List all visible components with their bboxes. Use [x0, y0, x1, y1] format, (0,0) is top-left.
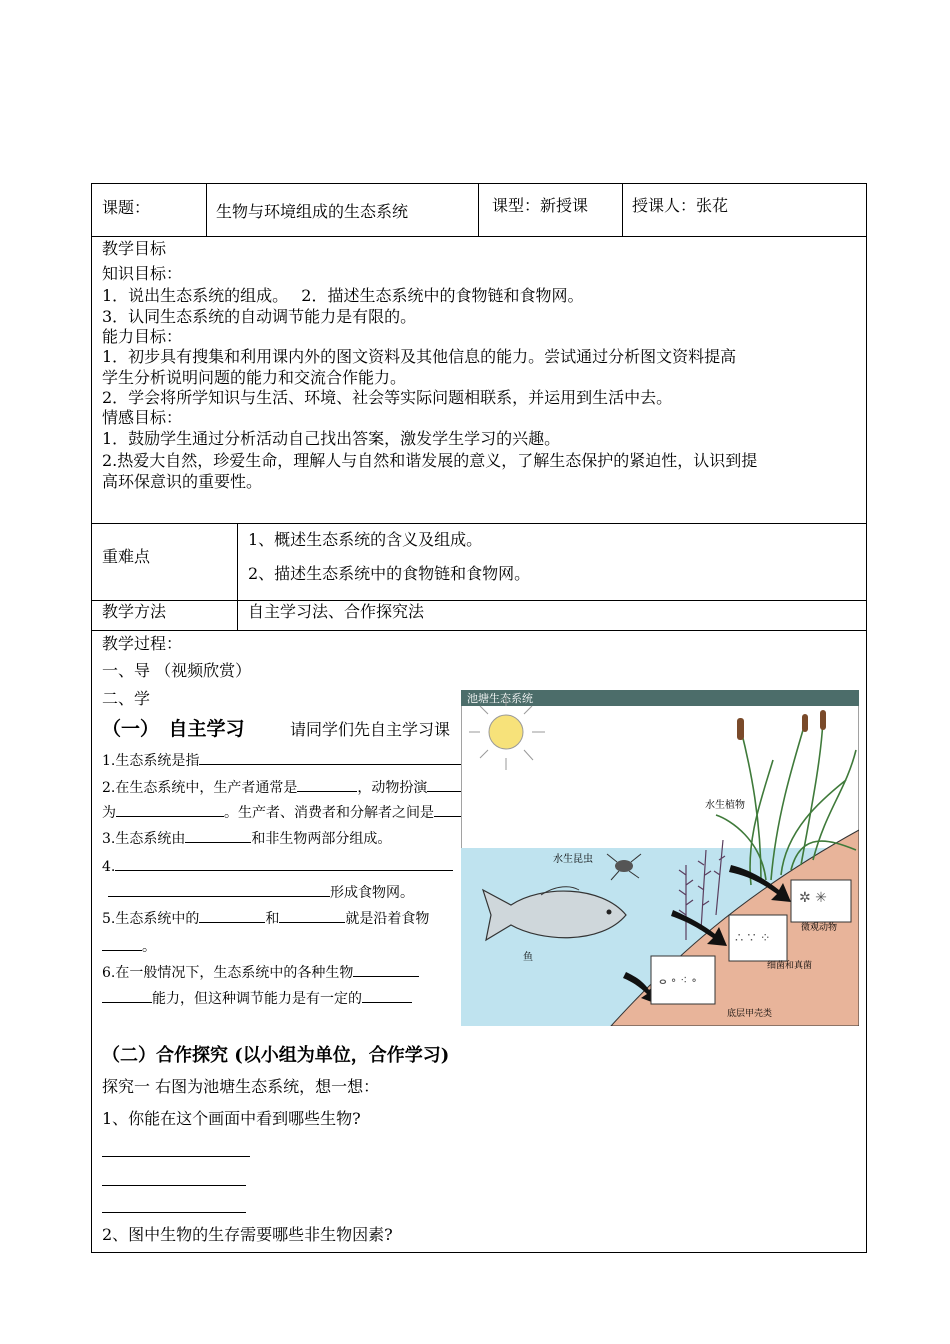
ability-item: 2．学会将所学知识与生活、环境、社会等实际问题相联系，并运用到生活中去。 [102, 388, 673, 407]
answer-line[interactable] [102, 1156, 250, 1157]
goals-title: 教学目标 [102, 239, 167, 258]
pond-illustration [461, 690, 859, 1026]
answer-blank[interactable] [185, 828, 251, 843]
question-text: 和 [265, 911, 280, 927]
answer-blank[interactable] [116, 802, 224, 817]
question-6 [102, 962, 419, 983]
method-value: 自主学习法、合作探究法 [248, 602, 425, 621]
question-3 [102, 828, 391, 849]
emotion-item: 2.热爱大自然，珍爱生命，理解人与自然和谐发展的意义，了解生态保护的紧迫性，认识到提 [102, 451, 758, 470]
emotion-item: 1．鼓励学生通过分析活动自己找出答案，激发学生学习的兴趣。 [102, 429, 561, 448]
coop-heading: （二）合作探究 (以小组为单位，合作学习) [102, 1045, 450, 1066]
question-text: 。生产者、消费者和分解者之间是 [224, 805, 434, 821]
col-divider [478, 184, 479, 236]
process-step: 二、学 [102, 689, 151, 708]
question-text: 和非生物两部分组成。 [251, 831, 392, 847]
explore-question-1: 1、你能在这个画面中看到哪些生物? [102, 1109, 361, 1128]
self-study-intro: 请同学们先自主学习课 [290, 720, 451, 739]
lesson-plan-table [91, 183, 867, 1253]
question-4 [102, 856, 453, 877]
question-6-cont [102, 988, 412, 1009]
answer-blank[interactable] [279, 908, 345, 923]
emotion-item: 高环保意识的重要性。 [102, 472, 263, 491]
answer-line[interactable] [102, 1185, 246, 1186]
figure-title: 池塘生态系统 [467, 692, 533, 705]
topic-label: 课题： [102, 198, 151, 217]
answer-blank[interactable] [353, 962, 419, 977]
knowledge-item: 1．说出生态系统的组成。 2．描述生态系统中的食物链和食物网。 [102, 286, 584, 305]
question-5 [102, 908, 429, 929]
col-divider [237, 523, 238, 630]
self-study-heading: （一） 自主学习 [102, 718, 245, 740]
knowledge-item: 3．认同生态系统的自动调节能力是有限的。 [102, 307, 417, 326]
teacher: 授课人：张花 [632, 196, 729, 215]
knowledge-title: 知识目标： [102, 264, 183, 283]
row-divider [92, 600, 866, 601]
col-divider [206, 184, 207, 236]
emotion-title: 情感目标： [102, 408, 183, 427]
question-5-cont [102, 936, 156, 957]
question-text: 能力，但这种调节能力是有一定的 [152, 991, 362, 1007]
method-label: 教学方法 [102, 602, 167, 621]
question-text: 。 [142, 939, 156, 955]
crustacean-icon: ⴰ ∘ ⁖ ∘ [659, 973, 697, 987]
pond-ecosystem-figure [461, 690, 859, 1026]
label-crustacean: 底层甲壳类 [727, 1009, 773, 1019]
process-step: 一、导 （视频欣赏） [102, 661, 252, 680]
label-plants: 水生植物 [705, 800, 745, 811]
explore-intro: 探究一 右图为池塘生态系统，想一想： [102, 1077, 380, 1096]
question-text: 形成食物网。 [330, 885, 414, 901]
question-text: 2.在生态系统中，生产者通常是 [102, 780, 298, 796]
ability-title: 能力目标： [102, 327, 183, 346]
explore-question-2: 2、图中生物的生存需要哪些非生物因素? [102, 1225, 393, 1244]
ability-item: 学生分析说明问题的能力和交流合作能力。 [102, 368, 407, 387]
row-divider [92, 630, 866, 631]
label-insect: 水生昆虫 [553, 854, 593, 865]
row-divider [92, 523, 866, 524]
label-fish: 鱼 [523, 952, 533, 963]
answer-line[interactable] [102, 1212, 246, 1213]
answer-blank[interactable] [115, 856, 453, 871]
answer-blank[interactable] [199, 908, 265, 923]
question-text: 1.生态系统是指 [102, 753, 200, 769]
key-point-item: 2、描述生态系统中的食物链和食物网。 [248, 564, 531, 583]
label-micro: 微观动物 [801, 923, 838, 933]
process-title: 教学过程： [102, 634, 183, 653]
label-bacteria: 细菌和真菌 [767, 961, 813, 971]
row-divider [92, 236, 866, 237]
question-text: 4. [102, 859, 116, 875]
micro-icon: ✲ ✳ [799, 890, 827, 906]
key-points-label: 重难点 [102, 547, 151, 566]
question-text: 6.在一般情况下，生态系统中的各种生物 [102, 965, 354, 981]
col-divider [622, 184, 623, 236]
question-text: 为 [102, 805, 116, 821]
question-text: 就是沿着食物 [345, 911, 430, 927]
question-text: ，动物扮演 [357, 780, 428, 796]
lesson-type: 课型：新授课 [492, 196, 589, 215]
ability-item: 1．初步具有搜集和利用课内外的图文资料及其他信息的能力。尝试通过分析图文资料提高 [102, 347, 737, 366]
bacteria-icon: ∴ ∵ ⁘ [735, 931, 771, 946]
answer-blank[interactable] [108, 882, 330, 897]
answer-blank[interactable] [362, 988, 412, 1003]
question-text: 5.生态系统中的 [102, 911, 200, 927]
answer-blank[interactable] [102, 936, 142, 951]
topic-value: 生物与环境组成的生态系统 [216, 202, 409, 221]
key-point-item: 1、概述生态系统的含义及组成。 [248, 530, 483, 549]
answer-blank[interactable] [297, 777, 357, 792]
answer-blank[interactable] [102, 988, 152, 1003]
question-4-cont [108, 882, 414, 903]
question-text: 3.生态系统由 [102, 831, 186, 847]
